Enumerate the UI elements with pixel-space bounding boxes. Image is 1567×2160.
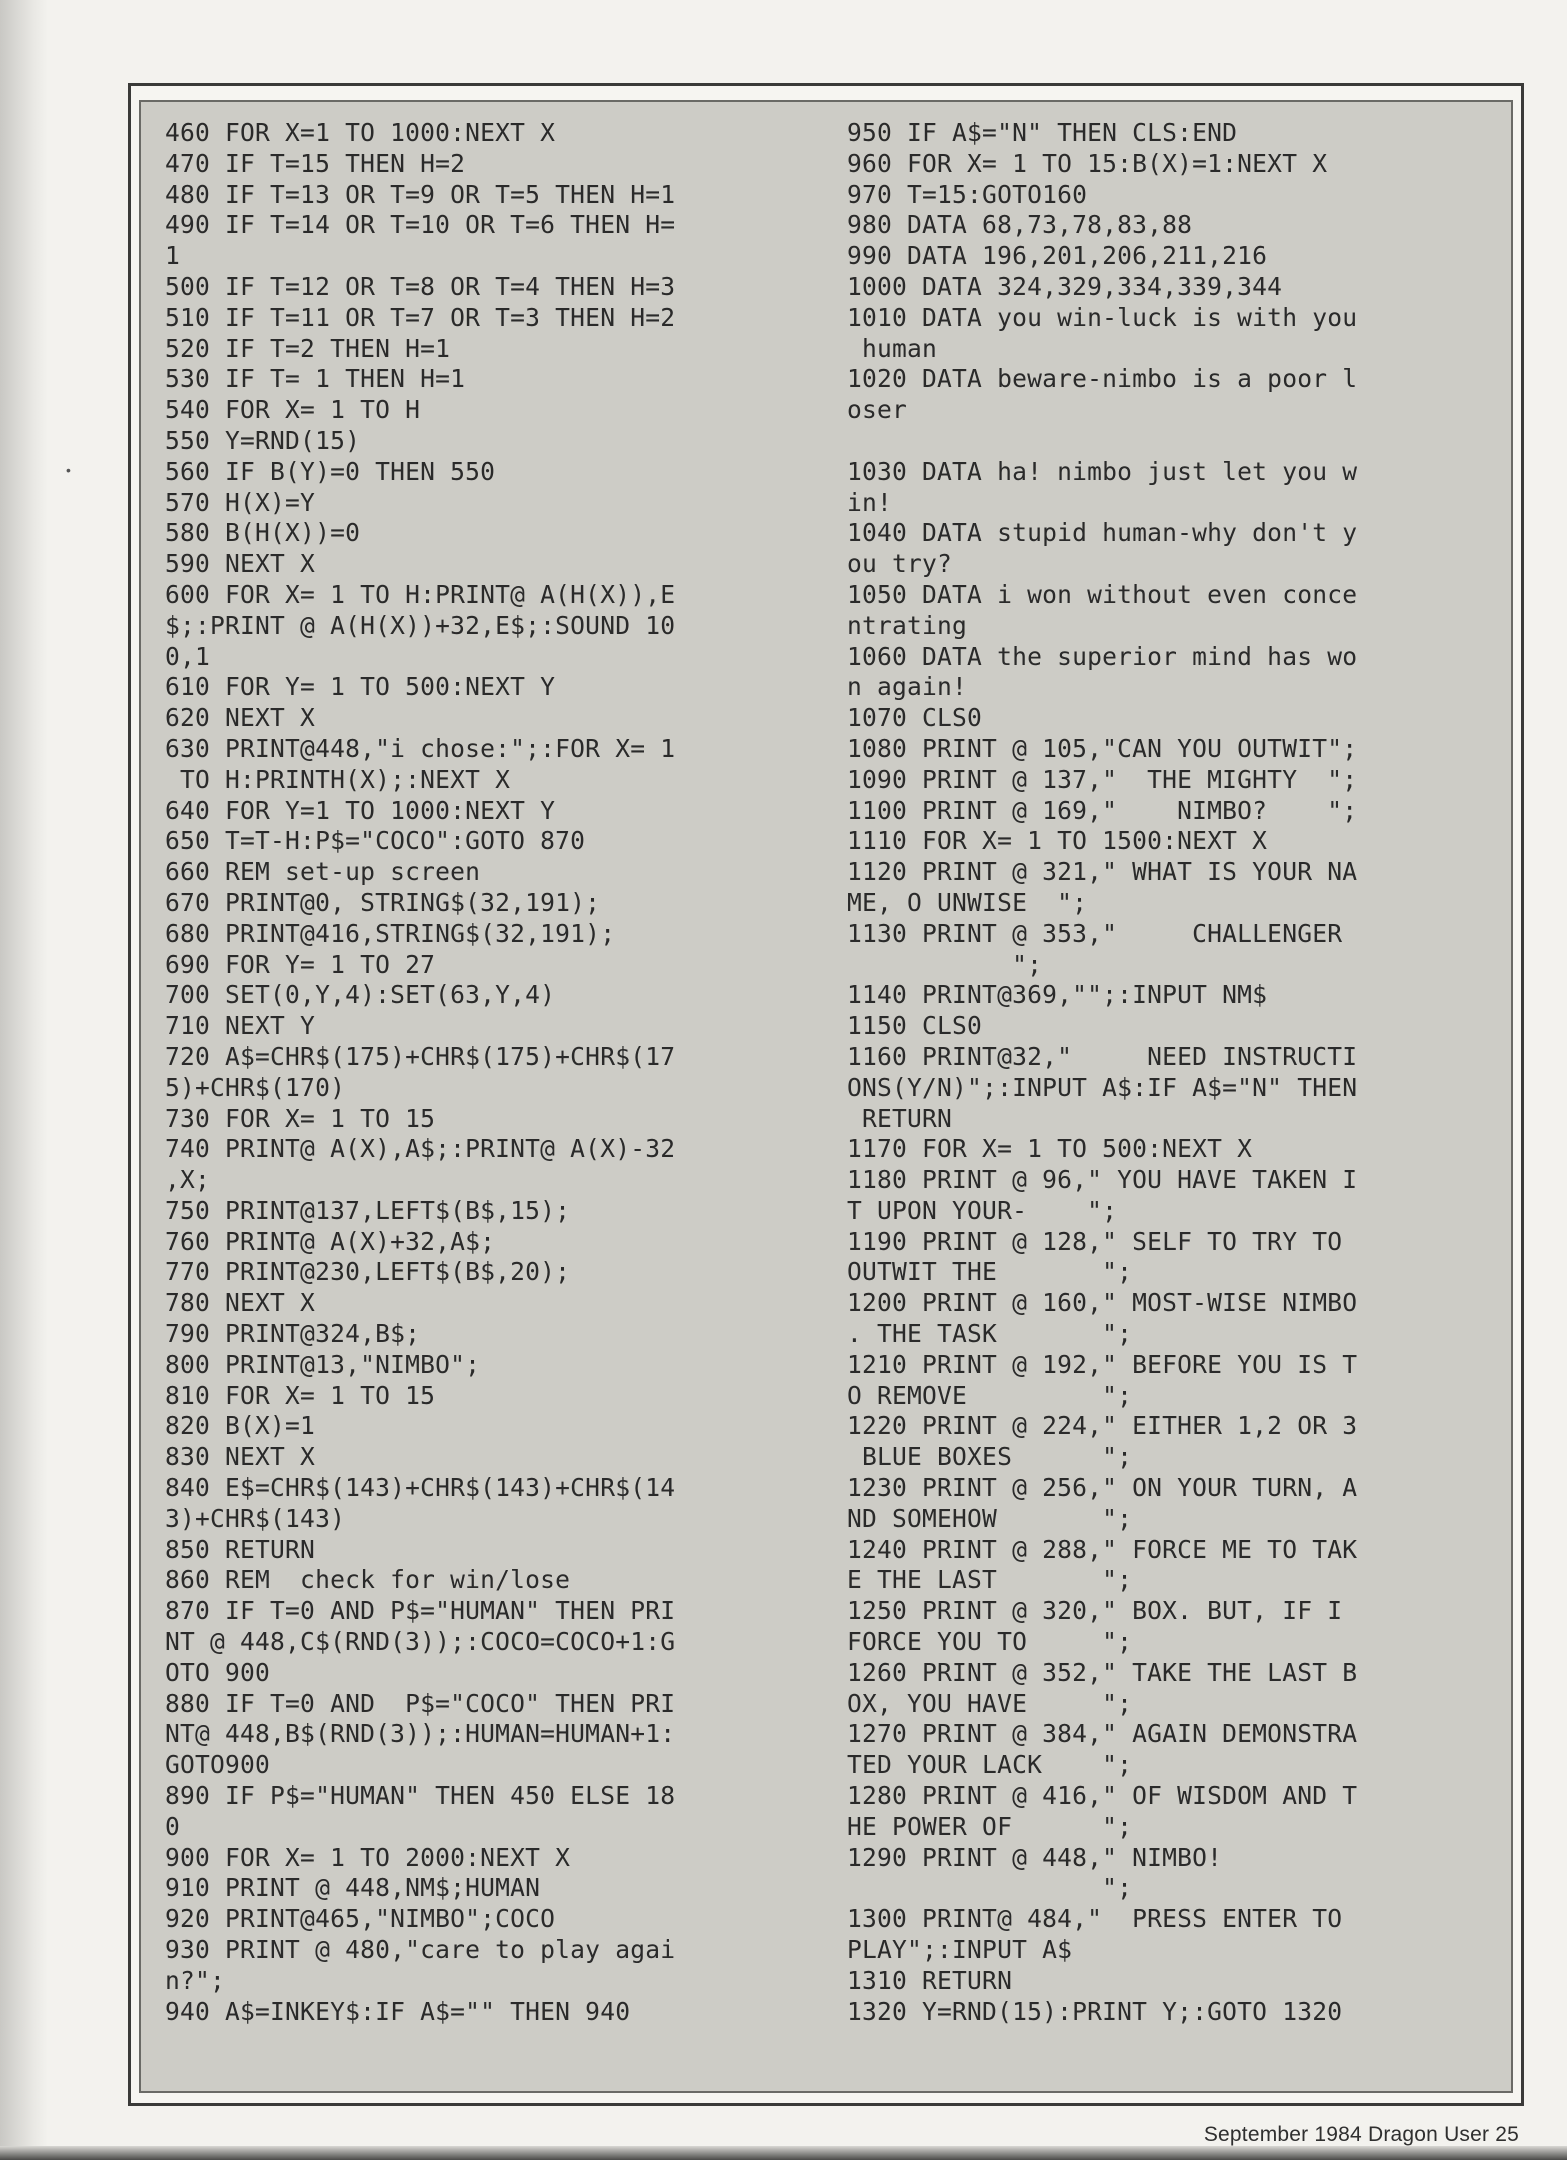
code-line: ntrating xyxy=(847,610,968,640)
code-line: 590 NEXT X xyxy=(165,549,316,579)
code-line: 1100 PRINT @ 169," NIMBO? "; xyxy=(847,795,1358,825)
code-line: NT@ 448,B$(RND(3));:HUMAN=HUMAN+1: xyxy=(165,1719,676,1749)
code-line: 1310 RETURN xyxy=(847,1965,1013,1995)
code-line: T UPON YOUR- "; xyxy=(847,1195,1118,1225)
code-line: 710 NEXT Y xyxy=(165,1011,316,1041)
code-line: 700 SET(0,Y,4):SET(63,Y,4) xyxy=(165,980,556,1010)
code-line: 1200 PRINT @ 160," MOST-WISE NIMBO xyxy=(847,1288,1358,1318)
code-line: 920 PRINT@465,"NIMBO";COCO xyxy=(165,1904,556,1934)
code-line: 1110 FOR X= 1 TO 1500:NEXT X xyxy=(847,826,1268,856)
code-line: 730 FOR X= 1 TO 15 xyxy=(165,1103,436,1133)
code-line: 510 IF T=11 OR T=7 OR T=3 THEN H=2 xyxy=(165,302,676,332)
code-line: 610 FOR Y= 1 TO 500:NEXT Y xyxy=(165,672,556,702)
code-line: 580 B(H(X))=0 xyxy=(165,518,361,548)
code-line: in! xyxy=(847,487,893,517)
code-line: 1 xyxy=(165,241,181,271)
code-line: 1260 PRINT @ 352," TAKE THE LAST B xyxy=(847,1657,1358,1687)
code-line: $;:PRINT @ A(H(X))+32,E$;:SOUND 10 xyxy=(165,610,676,640)
code-line: 630 PRINT@448,"i chose:";:FOR X= 1 xyxy=(165,733,676,763)
program-listing-frame xyxy=(128,83,1524,2106)
code-line: GOTO900 xyxy=(165,1750,271,1780)
code-line: 1030 DATA ha! nimbo just let you w xyxy=(847,456,1358,486)
code-line: 930 PRINT @ 480,"care to play agai xyxy=(165,1935,676,1965)
code-line: 980 DATA 68,73,78,83,88 xyxy=(847,210,1193,240)
code-line: 460 FOR X=1 TO 1000:NEXT X xyxy=(165,118,556,147)
code-line: ONS(Y/N)";:INPUT A$:IF A$="N" THEN xyxy=(847,1072,1358,1102)
code-line: 620 NEXT X xyxy=(165,703,316,733)
code-line: 0,1 xyxy=(165,641,211,671)
code-line: OTO 900 xyxy=(165,1657,271,1687)
code-line: 1190 PRINT @ 128," SELF TO TRY TO xyxy=(847,1226,1343,1256)
code-line: n?"; xyxy=(165,1965,226,1995)
code-line: 870 IF T=0 AND P$="HUMAN" THEN PRI xyxy=(165,1596,676,1626)
code-line: FORCE YOU TO "; xyxy=(847,1627,1133,1657)
code-line: 1060 DATA the superior mind has wo xyxy=(847,641,1358,671)
code-line: 990 DATA 196,201,206,211,216 xyxy=(847,241,1268,271)
code-line: 640 FOR Y=1 TO 1000:NEXT Y xyxy=(165,795,556,825)
code-line: 1170 FOR X= 1 TO 500:NEXT X xyxy=(847,1134,1253,1164)
code-line: 1300 PRINT@ 484," PRESS ENTER TO xyxy=(847,1904,1343,1934)
code-line: 3)+CHR$(143) xyxy=(165,1503,346,1533)
code-line: 600 FOR X= 1 TO H:PRINT@ A(H(X)),E xyxy=(165,579,676,609)
page-footer: September 1984 Dragon User 25 xyxy=(1203,2123,1519,2146)
margin-speck: • xyxy=(66,462,71,478)
code-line: ND SOMEHOW "; xyxy=(847,1503,1133,1533)
code-line: O REMOVE "; xyxy=(847,1380,1133,1410)
code-line: 480 IF T=13 OR T=9 OR T=5 THEN H=1 xyxy=(165,179,676,209)
code-line: 1180 PRINT @ 96," YOU HAVE TAKEN I xyxy=(847,1165,1358,1195)
code-line: 820 B(X)=1 xyxy=(165,1411,316,1441)
code-line: 1140 PRINT@369,"";:INPUT NM$ xyxy=(847,980,1268,1010)
code-line: "; xyxy=(847,949,1043,979)
code-line: 670 PRINT@0, STRING$(32,191); xyxy=(165,887,601,917)
code-line: ME, O UNWISE "; xyxy=(847,887,1088,917)
code-line: 800 PRINT@13,"NIMBO"; xyxy=(165,1349,481,1379)
code-line: RETURN xyxy=(847,1103,953,1133)
page-binding-shadow xyxy=(0,0,48,2160)
code-line: E THE LAST "; xyxy=(847,1565,1133,1595)
code-line: OX, YOU HAVE "; xyxy=(847,1688,1133,1718)
code-line: . THE TASK "; xyxy=(847,1319,1133,1349)
code-line: 530 IF T= 1 THEN H=1 xyxy=(165,364,466,394)
code-line: 1280 PRINT @ 416," OF WISDOM AND T xyxy=(847,1781,1358,1811)
code-line: BLUE BOXES "; xyxy=(847,1442,1133,1472)
code-line: 840 E$=CHR$(143)+CHR$(143)+CHR$(14 xyxy=(165,1473,676,1503)
code-line: 910 PRINT @ 448,NM$;HUMAN xyxy=(165,1873,541,1903)
code-line: 880 IF T=0 AND P$="COCO" THEN PRI xyxy=(165,1688,676,1718)
code-line: 1320 Y=RND(15):PRINT Y;:GOTO 1320 xyxy=(847,1996,1343,2026)
code-line: 1040 DATA stupid human-why don't y xyxy=(847,518,1358,548)
code-line: 950 IF A$="N" THEN CLS:END xyxy=(847,118,1238,147)
code-line: 770 PRINT@230,LEFT$(B$,20); xyxy=(165,1257,571,1287)
code-line: 1090 PRINT @ 137," THE MIGHTY "; xyxy=(847,764,1358,794)
code-line: 1150 CLS0 xyxy=(847,1011,983,1041)
code-line: 500 IF T=12 OR T=8 OR T=4 THEN H=3 xyxy=(165,271,676,301)
listing-left-column xyxy=(165,118,675,2027)
code-line: 560 IF B(Y)=0 THEN 550 xyxy=(165,456,496,486)
code-line xyxy=(847,426,1357,457)
code-line: 960 FOR X= 1 TO 15:B(X)=1:NEXT X xyxy=(847,148,1328,178)
code-line: 810 FOR X= 1 TO 15 xyxy=(165,1380,436,1410)
code-line: 900 FOR X= 1 TO 2000:NEXT X xyxy=(165,1842,571,1872)
code-line: TED YOUR LACK "; xyxy=(847,1750,1133,1780)
code-line: 970 T=15:GOTO160 xyxy=(847,179,1088,209)
code-line: 680 PRINT@416,STRING$(32,191); xyxy=(165,918,616,948)
code-line: 850 RETURN xyxy=(165,1534,316,1564)
code-line: 1050 DATA i won without even conce xyxy=(847,579,1358,609)
code-line: 1130 PRINT @ 353," CHALLENGER xyxy=(847,918,1343,948)
code-line: 690 FOR Y= 1 TO 27 xyxy=(165,949,436,979)
code-line: 750 PRINT@137,LEFT$(B$,15); xyxy=(165,1195,571,1225)
listing-right-column xyxy=(847,118,1357,2027)
code-line: 740 PRINT@ A(X),A$;:PRINT@ A(X)-32 xyxy=(165,1134,676,1164)
code-line: 1000 DATA 324,329,334,339,344 xyxy=(847,271,1283,301)
code-line: 790 PRINT@324,B$; xyxy=(165,1319,421,1349)
code-line: 1020 DATA beware-nimbo is a poor l xyxy=(847,364,1358,394)
code-line: 1080 PRINT @ 105,"CAN YOU OUTWIT"; xyxy=(847,733,1358,763)
code-line: 830 NEXT X xyxy=(165,1442,316,1472)
code-line: 1250 PRINT @ 320," BOX. BUT, IF I xyxy=(847,1596,1343,1626)
code-line: ,X; xyxy=(165,1165,211,1195)
code-line: ou try? xyxy=(847,549,953,579)
code-line: NT @ 448,C$(RND(3));:COCO=COCO+1:G xyxy=(165,1627,676,1657)
code-line: 1010 DATA you win-luck is with you xyxy=(847,302,1358,332)
code-line: 720 A$=CHR$(175)+CHR$(175)+CHR$(17 xyxy=(165,1041,676,1071)
code-line: TO H:PRINTH(X);:NEXT X xyxy=(165,764,511,794)
code-line: 520 IF T=2 THEN H=1 xyxy=(165,333,451,363)
code-line: human xyxy=(847,333,938,363)
code-line: 1070 CLS0 xyxy=(847,703,983,733)
program-listing-panel xyxy=(139,100,1513,2093)
code-line: 1120 PRINT @ 321," WHAT IS YOUR NA xyxy=(847,857,1358,887)
code-line: 760 PRINT@ A(X)+32,A$; xyxy=(165,1226,496,1256)
code-line: 470 IF T=15 THEN H=2 xyxy=(165,148,466,178)
code-line: 1160 PRINT@32," NEED INSTRUCTI xyxy=(847,1041,1358,1071)
code-line: 780 NEXT X xyxy=(165,1288,316,1318)
code-line: 650 T=T-H:P$="COCO":GOTO 870 xyxy=(165,826,586,856)
code-line: PLAY";:INPUT A$ xyxy=(847,1935,1073,1965)
code-line: HE POWER OF "; xyxy=(847,1811,1133,1841)
code-line: 1290 PRINT @ 448," NIMBO! xyxy=(847,1842,1223,1872)
code-line: 1230 PRINT @ 256," ON YOUR TURN, A xyxy=(847,1473,1358,1503)
code-line: "; xyxy=(847,1873,1133,1903)
code-line: 1270 PRINT @ 384," AGAIN DEMONSTRA xyxy=(847,1719,1358,1749)
code-line: 570 H(X)=Y xyxy=(165,487,316,517)
code-line: 660 REM set-up screen xyxy=(165,857,481,887)
code-line: 940 A$=INKEY$:IF A$="" THEN 940 xyxy=(165,1996,631,2026)
code-line: 860 REM check for win/lose xyxy=(165,1565,571,1595)
code-line: 890 IF P$="HUMAN" THEN 450 ELSE 18 xyxy=(165,1781,676,1811)
code-line: 490 IF T=14 OR T=10 OR T=6 THEN H= xyxy=(165,210,676,240)
code-line: 1220 PRINT @ 224," EITHER 1,2 OR 3 xyxy=(847,1411,1358,1441)
code-line: oser xyxy=(847,395,908,425)
code-line: 0 xyxy=(165,1811,181,1841)
code-line: 5)+CHR$(170) xyxy=(165,1072,346,1102)
code-line: n again! xyxy=(847,672,968,702)
code-line: 1240 PRINT @ 288," FORCE ME TO TAK xyxy=(847,1534,1358,1564)
scan-bottom-edge xyxy=(0,2146,1567,2160)
code-line: 550 Y=RND(15) xyxy=(165,425,361,455)
code-line: 1210 PRINT @ 192," BEFORE YOU IS T xyxy=(847,1349,1358,1379)
code-line: 540 FOR X= 1 TO H xyxy=(165,395,421,425)
code-line: OUTWIT THE "; xyxy=(847,1257,1133,1287)
